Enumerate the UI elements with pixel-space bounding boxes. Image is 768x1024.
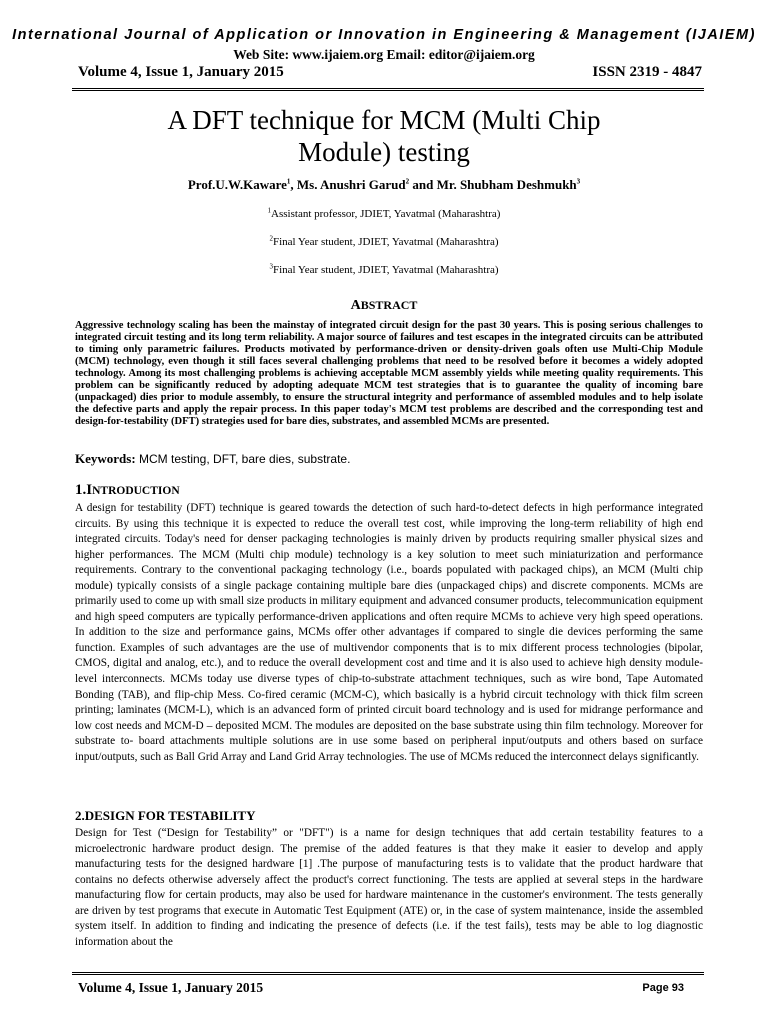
author-affiliation-mark: 1 [286,177,291,186]
affiliation-3 [0,264,768,276]
affiliation-2 [0,236,768,248]
author-separator: , [290,177,297,192]
affiliation-text: Final Year student, JDIET, Yavatmal (Maharashtra) [272,264,499,276]
paper-title-line1: A DFT technique for MCM (Multi Chip [167,105,601,135]
abstract-heading-initial: A [350,298,361,313]
section-title-initial: I [86,482,93,498]
author-name: Prof.U.W.Kaware [187,177,287,192]
affiliation-text: Final Year student, JDIET, Yavatmal (Maharashtra) [272,236,499,248]
page-number: Page 93 [642,982,684,994]
affiliation-text: Assistant professor, JDIET, Yavatmal (Maharashtra) [271,208,501,220]
section-heading-introduction [75,482,180,499]
author-separator: and [409,177,437,192]
issn-label: ISSN 2319 - 4847 [592,64,702,80]
keywords-line [75,452,703,466]
keywords-label: Keywords: [75,451,136,466]
affiliation-1 [0,208,768,220]
affiliation-mark: 3 [269,262,273,271]
section-title-rest: NTRODUCTION [92,485,180,497]
abstract-body: Aggressive technology scaling has been the mainstay of integrated circuit design for the past 30 years. This is posing serious challenges to integrated circuit testing and its long term reliability. A major source of failures and test escapes in the integrated circuits can be attributed to timing only parametric failures. Products motivated by performance-driven or density-driven goals often use Multi-Chip Module (MCM) technology, even though it still faces several challenging problems that need to be resolved before it becomes a widely adopted technology. Among its most challenging problems is achieving acceptable MCM assembly yields while meeting quality requirements. This problem can be significantly reduced by adopting adequate MCM test strategies that is to guarantee the quality of incoming bare (unpackaged) dies prior to module assembly, to ensure the structural integrity and performance of assembled modules and to help isolate the defective parts and apply the repair process. In this paper today's MCM test problems are described and the corresponding test and design-for-testability (DFT) strategies used for bare dies, substrates, and assembled MCMs are presented. [75,320,703,427]
header-divider [72,88,704,91]
volume-issue-footer: Volume 4, Issue 1, January 2015 [78,980,264,995]
keywords-list: MCM testing, DFT, bare dies, substrate. [135,452,351,466]
section-heading-dft [75,808,256,824]
abstract-heading [0,298,768,314]
volume-issue-header: Volume 4, Issue 1, January 2015 [78,64,284,80]
section-body-dft: Design for Test (“Design for Testability” or "DFT") is a name for design techniques that add certain testability features to a microelectronic hardware product design. The premise of the added features is that they make it easier to develop and apply manufacturing tests for the designed hardware [1] .The purpose of manufacturing tests is to validate that the product hardware that contains no defects otherwise adversely affect the product's correct functioning. The tests are applied at several steps in the hardware manufacturing flow for certain products, may also be used for hardware maintenance in the customer's environment. The tests generally are driven by test programs that execute in Automatic Test Equipment (ATE) or, in the case of system maintenance, inside the assembled system itself. In addition to finding and indicating the presence of defects (i.e. if the test fails), tests may be able to log diagnostic information about the [75,827,703,948]
author-list [0,177,768,193]
section-number: 2. [75,808,85,823]
author-name: Ms. Anushri Garud [296,177,406,192]
affiliation-mark: 2 [269,234,273,243]
author-name: Mr. Shubham Deshmukh [436,177,577,192]
section-number: 1. [75,482,87,498]
abstract-heading-rest: BSTRACT [360,298,418,312]
paper-title [100,104,668,168]
journal-title: International Journal of Application or Innovation in Engineering & Management (IJAIEM) [12,27,756,43]
author-affiliation-mark: 2 [405,177,410,186]
author-affiliation-mark: 3 [576,177,581,186]
footer-divider [72,972,704,975]
paper-title-line2: Module) testing [298,137,470,167]
affiliation-mark: 1 [267,206,272,215]
section-body-introduction: A design for testability (DFT) technique is geared towards the detection of such hard-to-detect defects in high performance integrated circuits. By using this technique it is expected to reduce the overall test cost, while improving the long-term reliability of high end integrated circuits. Today's need for denser packaging technologies is mainly driven by products requiring smaller physical sizes and higher performances. The MCM (Multi chip module) technology is a key solution to meet such miniaturization and performance requirements. Contrary to the conventional packaging technology (i.e., boards populated with packaged chips), an MCM (Multi chip module) typically consists of a single package containing multiple bare dies (unpackaged chips) and discrete components. MCMs are primarily used to come up with small size products in military equipment and advanced consumer products, telecommunication equipment and high speed computers are typically performance-driven applications and often require MCMs to achieve very high speed operations. In addition to the size and performance gains, MCMs offer other advantages if compared to single die devices performing the same function. Examples of such advantages are the use of multivendor components that is to mix different process technologies (bipolar, CMOS, digital and analog, etc.), and to reduce the overall development cost and time and it is also used to achieve high density module-level interconnects. MCMs today use diverse types of chip-to-substrate attachment techniques, such as wire bond, Tape Automated Bonding (TAB), and flip-chip Mess. Co-fired ceramic (MCM-C), which basically is a hybrid circuit technology with thick film screen printing; laminates (MCM-L), which is an advanced form of printed circuit board technology and is used for midrange performance and low cost needs and MCM-D – deposited MCM. The modules are deposited on the base substrate using thin film technology. Moreover for substrate to- board attachments multiple solutions are in use some based on peripheral input/outputs and others based on surface input/outputs, such as Ball Grid Array and Land Grid Array technologies. The use of MCMs reduced the interconnect delays significantly. [75,502,703,763]
journal-website: Web Site: www.ijaiem.org Email: editor@ijaiem.org [233,47,535,62]
section-title: DESIGN FOR TESTABILITY [84,808,256,823]
